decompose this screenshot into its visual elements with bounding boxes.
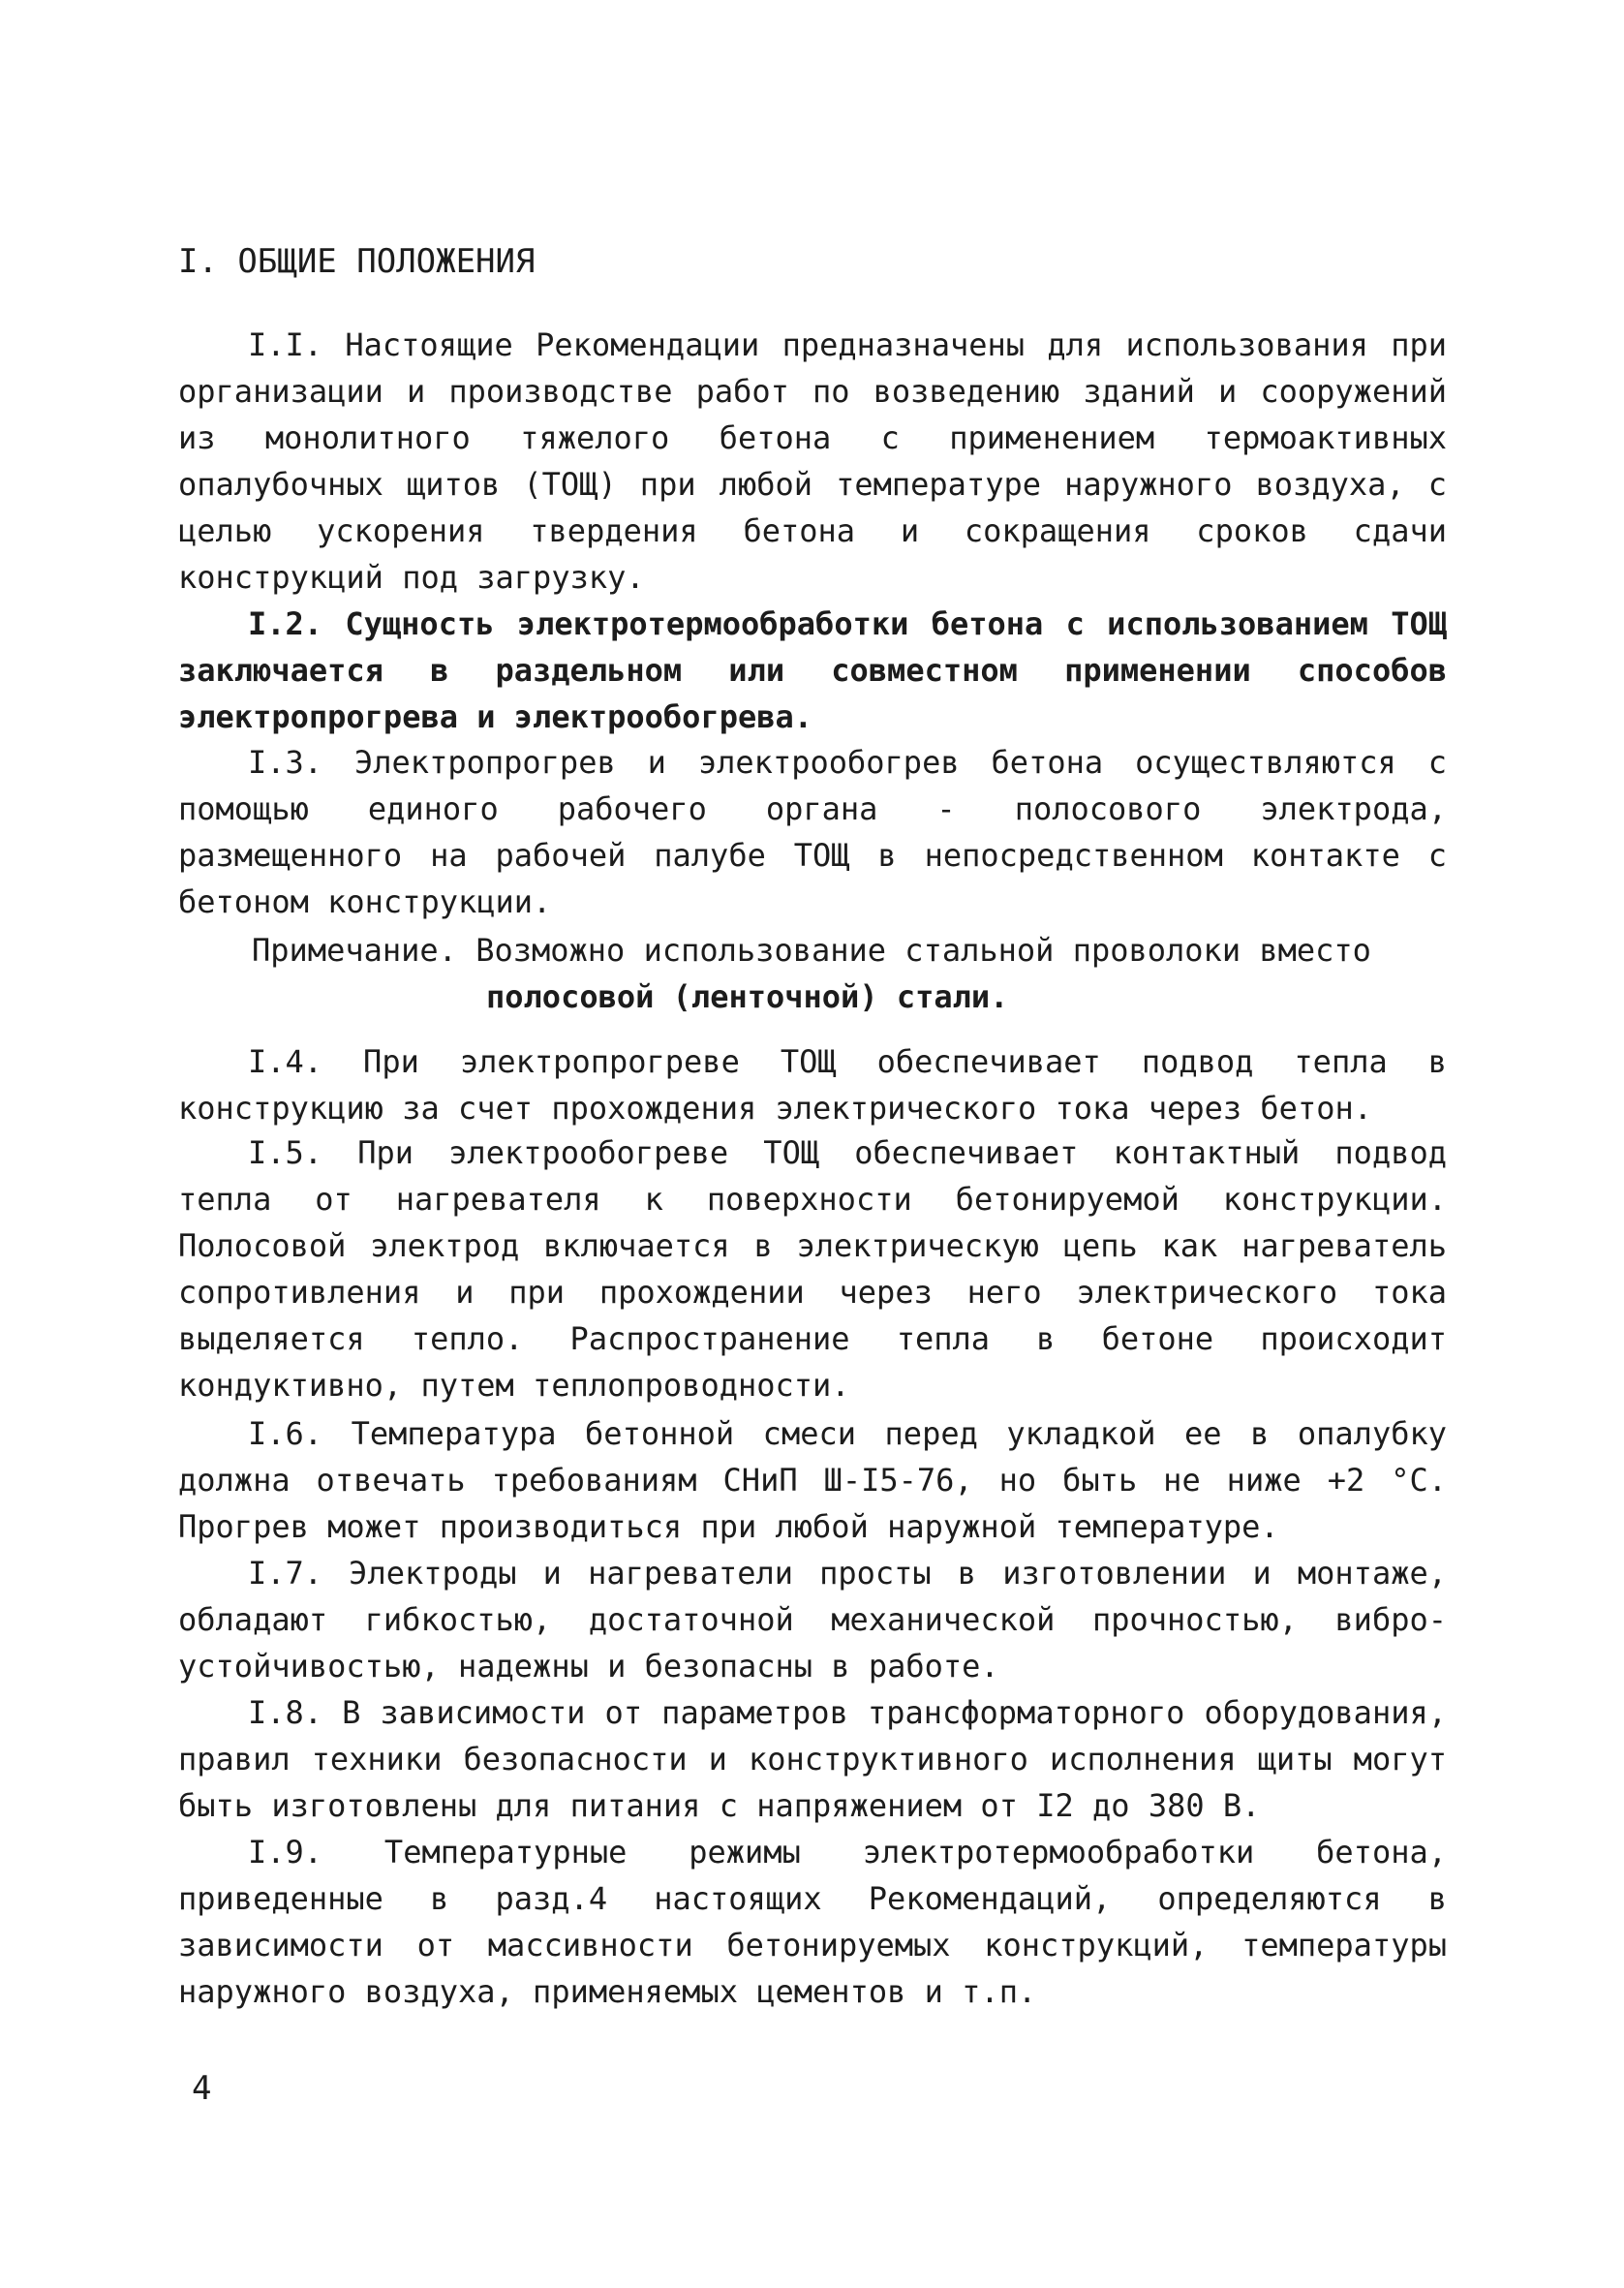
note-line-1: Примечание. Возможно использование стальной проволоки вместо: [252, 932, 1371, 969]
paragraph-1-8: I.8. В зависимости от параметров трансформаторного оборудования, правил техники безопасности и конструктивного исполнения щиты могут быть изготовлены для питания с напряжением от I2 до 380 В.: [178, 1694, 1447, 1824]
page-number: 4: [192, 2069, 212, 2108]
paragraph-1-5: I.5. При электрообогреве ТОЩ обеспечивает контактный подвод тепла от нагревателя к поверхности бетонируемой конструкции. Полосовой электрод включается в электрическую цепь как нагреватель сопротивления и при прохождении через него электрического тока выделяется тепло. Распространение тепла в бетоне происходит кондуктивно, путем теплопроводности.: [178, 1134, 1447, 1404]
paragraph-1-6: I.6. Температура бетонной смеси перед укладкой ее в опалубку должна отвечать требованиям СНиП Ш-I5-76, но быть не ниже +2 °С. Прогрев может производиться при любой наружной температуре.: [178, 1415, 1447, 1545]
note-line-2: полосовой (ленточной) стали.: [486, 978, 1009, 1015]
paragraph-1-9: I.9. Температурные режимы электротермообработки бетона, приведенные в разд.4 настоящих Рекомендаций, определяются в зависимости от массивности бетонируемых конструкций, температуры наружного воздуха, применяемых цементов и т.п.: [178, 1834, 1447, 2010]
paragraph-1-4: I.4. При электропрогреве ТОЩ обеспечивает подвод тепла в конструкцию за счет прохождения электрического тока через бетон.: [178, 1043, 1447, 1127]
paragraph-1-7: I.7. Электроды и нагреватели просты в изготовлении и монтаже, обладают гибкостью, достаточной механической прочностью, вибро-устойчивостью, надежны и безопасны в работе.: [178, 1555, 1447, 1685]
paragraph-1-3: I.3. Электропрогрев и электрообогрев бетона осуществляются с помощью единого рабочего органа - полосового электрода, размещенного на рабочей палубе ТОЩ в непосредственном контакте с бетоном конструкции.: [178, 744, 1447, 920]
paragraph-1-2: I.2. Сущность электротермообработки бетона с использованием ТОЩ заключается в раздельном или совместном применении способов электропрогрева и электрообогрева.: [178, 605, 1447, 735]
paragraph-1-1: I.I. Настоящие Рекомендации предназначены для использования при организации и производстве работ по возведению зданий и сооружений из монолитного тяжелого бетона с применением термоактивных опалубочных щитов (ТОЩ) при любой температуре наружного воздуха, с целью ускорения твердения бетона и сокращения сроков сдачи конструкций под загрузку.: [178, 326, 1447, 596]
section-heading: I. ОБЩИЕ ПОЛОЖЕНИЯ: [178, 242, 536, 281]
